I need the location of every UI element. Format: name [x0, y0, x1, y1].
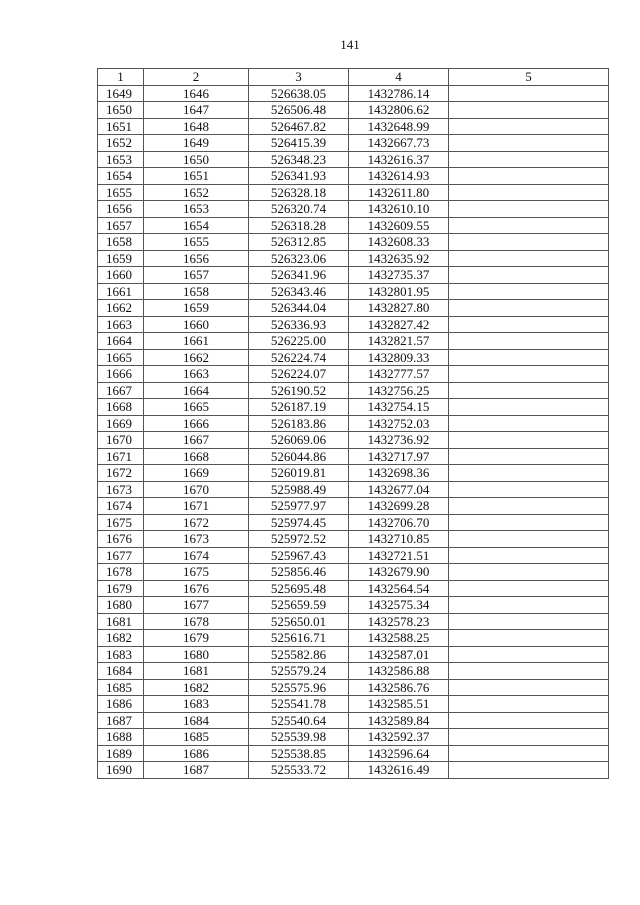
table-cell-col-1: 1674 [98, 498, 144, 515]
table-cell-col-2: 1667 [144, 432, 249, 449]
table-row [98, 465, 609, 482]
table-cell-col-5 [449, 316, 609, 333]
table-cell-col-5 [449, 481, 609, 498]
table-cell-col-4: 1432611.80 [349, 184, 449, 201]
table-row [98, 201, 609, 218]
table-cell-col-1: 1656 [98, 201, 144, 218]
table-cell-col-2: 1681 [144, 663, 249, 680]
table-cell-col-3: 526415.39 [249, 135, 349, 152]
table-cell-col-3: 525533.72 [249, 762, 349, 779]
table-cell-col-1: 1664 [98, 333, 144, 350]
table-cell-col-3: 526019.81 [249, 465, 349, 482]
table-cell-col-2: 1655 [144, 234, 249, 251]
table-row [98, 514, 609, 531]
table-cell-col-2: 1671 [144, 498, 249, 515]
table-row [98, 234, 609, 251]
table-cell-col-2: 1662 [144, 349, 249, 366]
table-row [98, 283, 609, 300]
table-row [98, 630, 609, 647]
table-cell-col-2: 1678 [144, 613, 249, 630]
table-cell-col-1: 1682 [98, 630, 144, 647]
table-cell-col-1: 1670 [98, 432, 144, 449]
table-cell-col-2: 1677 [144, 597, 249, 614]
table-cell-col-2: 1654 [144, 217, 249, 234]
table-cell-col-1: 1660 [98, 267, 144, 284]
table-row [98, 250, 609, 267]
table-cell-col-1: 1669 [98, 415, 144, 432]
table-cell-col-4: 1432587.01 [349, 646, 449, 663]
table-cell-col-1: 1661 [98, 283, 144, 300]
table-cell-col-4: 1432821.57 [349, 333, 449, 350]
table-cell-col-2: 1659 [144, 300, 249, 317]
table-cell-col-4: 1432586.88 [349, 663, 449, 680]
table-cell-col-1: 1650 [98, 102, 144, 119]
page-number: 141 [340, 37, 360, 52]
table-cell-col-4: 1432677.04 [349, 481, 449, 498]
table-cell-col-5 [449, 349, 609, 366]
table-row [98, 712, 609, 729]
table-cell-col-1: 1658 [98, 234, 144, 251]
table-cell-col-4: 1432648.99 [349, 118, 449, 135]
table-cell-col-5 [449, 135, 609, 152]
table-row [98, 745, 609, 762]
table-cell-col-4: 1432806.62 [349, 102, 449, 119]
table-cell-col-1: 1666 [98, 366, 144, 383]
table-cell-col-2: 1673 [144, 531, 249, 548]
table-row [98, 762, 609, 779]
table-row [98, 118, 609, 135]
table-cell-col-5 [449, 399, 609, 416]
table-cell-col-3: 526318.28 [249, 217, 349, 234]
table-cell-col-2: 1679 [144, 630, 249, 647]
table-cell-col-5 [449, 564, 609, 581]
table-row [98, 481, 609, 498]
table-cell-col-2: 1668 [144, 448, 249, 465]
table-cell-col-4: 1432777.57 [349, 366, 449, 383]
table-cell-col-5 [449, 250, 609, 267]
table-cell-col-2: 1670 [144, 481, 249, 498]
table-cell-col-2: 1685 [144, 729, 249, 746]
table-cell-col-2: 1663 [144, 366, 249, 383]
table-row [98, 333, 609, 350]
table-cell-col-3: 526344.04 [249, 300, 349, 317]
table-cell-col-1: 1672 [98, 465, 144, 482]
table-cell-col-3: 526312.85 [249, 234, 349, 251]
table-cell-col-1: 1671 [98, 448, 144, 465]
table-cell-col-1: 1651 [98, 118, 144, 135]
table-cell-col-4: 1432717.97 [349, 448, 449, 465]
table-cell-col-1: 1678 [98, 564, 144, 581]
table-cell-col-4: 1432699.28 [349, 498, 449, 515]
table-row [98, 613, 609, 630]
table-row [98, 399, 609, 416]
table-cell-col-5 [449, 118, 609, 135]
table-cell-col-2: 1649 [144, 135, 249, 152]
table-cell-col-2: 1672 [144, 514, 249, 531]
table-cell-col-2: 1682 [144, 679, 249, 696]
table-cell-col-2: 1648 [144, 118, 249, 135]
table-cell-col-3: 526328.18 [249, 184, 349, 201]
table-cell-col-3: 525659.59 [249, 597, 349, 614]
table-cell-col-4: 1432786.14 [349, 85, 449, 102]
table-cell-col-1: 1662 [98, 300, 144, 317]
table-row [98, 597, 609, 614]
table-row [98, 696, 609, 713]
table-cell-col-1: 1653 [98, 151, 144, 168]
table-cell-col-1: 1689 [98, 745, 144, 762]
table-cell-col-2: 1664 [144, 382, 249, 399]
table-cell-col-5 [449, 712, 609, 729]
table-cell-col-3: 526638.05 [249, 85, 349, 102]
table-cell-col-1: 1649 [98, 85, 144, 102]
table-cell-col-5 [449, 432, 609, 449]
table-cell-col-3: 526467.82 [249, 118, 349, 135]
table-cell-col-4: 1432736.92 [349, 432, 449, 449]
table-cell-col-5 [449, 580, 609, 597]
table-cell-col-3: 526341.96 [249, 267, 349, 284]
table-cell-col-2: 1674 [144, 547, 249, 564]
table-cell-col-3: 526336.93 [249, 316, 349, 333]
table-cell-col-1: 1668 [98, 399, 144, 416]
table-row [98, 366, 609, 383]
table-cell-col-2: 1650 [144, 151, 249, 168]
table-cell-col-2: 1666 [144, 415, 249, 432]
column-header-2: 2 [144, 69, 249, 86]
table-cell-col-1: 1659 [98, 250, 144, 267]
table-cell-col-3: 525972.52 [249, 531, 349, 548]
table-row [98, 663, 609, 680]
table-cell-col-1: 1655 [98, 184, 144, 201]
table-cell-col-1: 1673 [98, 481, 144, 498]
table-cell-col-3: 525575.96 [249, 679, 349, 696]
table-cell-col-4: 1432635.92 [349, 250, 449, 267]
table-cell-col-2: 1661 [144, 333, 249, 350]
table-cell-col-5 [449, 300, 609, 317]
table-cell-col-1: 1687 [98, 712, 144, 729]
table-cell-col-3: 525650.01 [249, 613, 349, 630]
table-cell-col-3: 525967.43 [249, 547, 349, 564]
table-cell-col-4: 1432585.51 [349, 696, 449, 713]
table-cell-col-2: 1684 [144, 712, 249, 729]
table-cell-col-5 [449, 448, 609, 465]
table-row [98, 415, 609, 432]
table-body [98, 85, 609, 778]
table-row [98, 679, 609, 696]
column-header-1: 1 [98, 69, 144, 86]
table-cell-col-4: 1432667.73 [349, 135, 449, 152]
table-cell-col-3: 526183.86 [249, 415, 349, 432]
table-row [98, 547, 609, 564]
column-header-5: 5 [449, 69, 609, 86]
coordinates-table [97, 68, 609, 779]
table-row [98, 135, 609, 152]
table-cell-col-1: 1665 [98, 349, 144, 366]
table-cell-col-4: 1432710.85 [349, 531, 449, 548]
table-cell-col-3: 526069.06 [249, 432, 349, 449]
table-cell-col-3: 526343.46 [249, 283, 349, 300]
table-row [98, 531, 609, 548]
table-cell-col-1: 1680 [98, 597, 144, 614]
table-row [98, 448, 609, 465]
table-cell-col-2: 1680 [144, 646, 249, 663]
table-row [98, 151, 609, 168]
table-cell-col-5 [449, 547, 609, 564]
table-row [98, 184, 609, 201]
table-cell-col-5 [449, 630, 609, 647]
table-cell-col-3: 526341.93 [249, 168, 349, 185]
table-cell-col-1: 1663 [98, 316, 144, 333]
table-cell-col-2: 1651 [144, 168, 249, 185]
table-cell-col-3: 525695.48 [249, 580, 349, 597]
table-cell-col-5 [449, 465, 609, 482]
table-cell-col-4: 1432608.33 [349, 234, 449, 251]
table-cell-col-1: 1690 [98, 762, 144, 779]
table-cell-col-1: 1652 [98, 135, 144, 152]
table-cell-col-3: 526320.74 [249, 201, 349, 218]
table-cell-col-3: 525582.86 [249, 646, 349, 663]
table-cell-col-3: 525977.97 [249, 498, 349, 515]
table-cell-col-5 [449, 85, 609, 102]
table-cell-col-5 [449, 597, 609, 614]
table-cell-col-5 [449, 217, 609, 234]
table-cell-col-2: 1657 [144, 267, 249, 284]
table-cell-col-4: 1432752.03 [349, 415, 449, 432]
table-cell-col-4: 1432735.37 [349, 267, 449, 284]
table-cell-col-3: 526187.19 [249, 399, 349, 416]
table-row [98, 564, 609, 581]
table-cell-col-3: 526225.00 [249, 333, 349, 350]
table-cell-col-1: 1654 [98, 168, 144, 185]
table-header-row [98, 69, 609, 86]
table-row [98, 580, 609, 597]
table-cell-col-3: 526224.07 [249, 366, 349, 383]
table-cell-col-5 [449, 267, 609, 284]
table-cell-col-2: 1646 [144, 85, 249, 102]
table-cell-col-3: 525540.64 [249, 712, 349, 729]
table-cell-col-5 [449, 283, 609, 300]
table-cell-col-2: 1676 [144, 580, 249, 597]
table-cell-col-5 [449, 679, 609, 696]
table-cell-col-3: 526506.48 [249, 102, 349, 119]
table-cell-col-3: 526348.23 [249, 151, 349, 168]
table-cell-col-1: 1688 [98, 729, 144, 746]
table-cell-col-2: 1665 [144, 399, 249, 416]
table-cell-col-5 [449, 531, 609, 548]
table-row [98, 300, 609, 317]
table-cell-col-5 [449, 333, 609, 350]
table-cell-col-4: 1432588.25 [349, 630, 449, 647]
table-cell-col-2: 1660 [144, 316, 249, 333]
table-row [98, 316, 609, 333]
table-cell-col-5 [449, 234, 609, 251]
table-cell-col-4: 1432614.93 [349, 168, 449, 185]
table-cell-col-5 [449, 168, 609, 185]
table-cell-col-3: 525541.78 [249, 696, 349, 713]
table-cell-col-5 [449, 762, 609, 779]
table-cell-col-2: 1687 [144, 762, 249, 779]
table-row [98, 85, 609, 102]
table-cell-col-1: 1667 [98, 382, 144, 399]
table-cell-col-4: 1432801.95 [349, 283, 449, 300]
table-cell-col-5 [449, 382, 609, 399]
table-cell-col-3: 525988.49 [249, 481, 349, 498]
table-cell-col-4: 1432827.80 [349, 300, 449, 317]
table-cell-col-5 [449, 613, 609, 630]
table-cell-col-4: 1432698.36 [349, 465, 449, 482]
table-cell-col-5 [449, 514, 609, 531]
table-row [98, 349, 609, 366]
table-cell-col-1: 1676 [98, 531, 144, 548]
table-cell-col-5 [449, 498, 609, 515]
table-cell-col-4: 1432592.37 [349, 729, 449, 746]
table-cell-col-4: 1432586.76 [349, 679, 449, 696]
table-cell-col-4: 1432589.84 [349, 712, 449, 729]
table-cell-col-1: 1686 [98, 696, 144, 713]
table-cell-col-4: 1432827.42 [349, 316, 449, 333]
table-row [98, 432, 609, 449]
table-cell-col-3: 525579.24 [249, 663, 349, 680]
table-cell-col-5 [449, 415, 609, 432]
table-row [98, 267, 609, 284]
table-cell-col-3: 525974.45 [249, 514, 349, 531]
table-cell-col-3: 525616.71 [249, 630, 349, 647]
table-row [98, 646, 609, 663]
table-cell-col-2: 1683 [144, 696, 249, 713]
table-cell-col-1: 1657 [98, 217, 144, 234]
table-cell-col-2: 1653 [144, 201, 249, 218]
table-cell-col-5 [449, 696, 609, 713]
table-cell-col-1: 1683 [98, 646, 144, 663]
table-cell-col-4: 1432679.90 [349, 564, 449, 581]
table-cell-col-5 [449, 184, 609, 201]
table-cell-col-5 [449, 646, 609, 663]
table-cell-col-5 [449, 366, 609, 383]
table-cell-col-1: 1679 [98, 580, 144, 597]
table-cell-col-5 [449, 201, 609, 218]
table-cell-col-4: 1432809.33 [349, 349, 449, 366]
table-cell-col-4: 1432575.34 [349, 597, 449, 614]
table-cell-col-4: 1432616.37 [349, 151, 449, 168]
table-cell-col-2: 1647 [144, 102, 249, 119]
table-cell-col-4: 1432706.70 [349, 514, 449, 531]
table-row [98, 729, 609, 746]
table-cell-col-2: 1686 [144, 745, 249, 762]
table-cell-col-1: 1681 [98, 613, 144, 630]
table-cell-col-4: 1432596.64 [349, 745, 449, 762]
table-cell-col-3: 526224.74 [249, 349, 349, 366]
table-row [98, 498, 609, 515]
table-cell-col-1: 1685 [98, 679, 144, 696]
table-row [98, 102, 609, 119]
table-cell-col-3: 525538.85 [249, 745, 349, 762]
table-cell-col-2: 1656 [144, 250, 249, 267]
table-cell-col-4: 1432578.23 [349, 613, 449, 630]
table-cell-col-3: 526044.86 [249, 448, 349, 465]
table-cell-col-2: 1658 [144, 283, 249, 300]
table-cell-col-3: 525856.46 [249, 564, 349, 581]
table-cell-col-5 [449, 102, 609, 119]
table-row [98, 168, 609, 185]
table-row [98, 217, 609, 234]
table-cell-col-1: 1684 [98, 663, 144, 680]
column-header-3: 3 [249, 69, 349, 86]
table-cell-col-5 [449, 729, 609, 746]
table-cell-col-1: 1677 [98, 547, 144, 564]
table-cell-col-5 [449, 745, 609, 762]
table-cell-col-4: 1432756.25 [349, 382, 449, 399]
column-header-4: 4 [349, 69, 449, 86]
table-cell-col-3: 525539.98 [249, 729, 349, 746]
table-cell-col-4: 1432616.49 [349, 762, 449, 779]
table-cell-col-4: 1432610.10 [349, 201, 449, 218]
table-cell-col-3: 526323.06 [249, 250, 349, 267]
table-cell-col-4: 1432721.51 [349, 547, 449, 564]
table-cell-col-2: 1652 [144, 184, 249, 201]
table-cell-col-5 [449, 151, 609, 168]
table-cell-col-2: 1675 [144, 564, 249, 581]
table-cell-col-4: 1432754.15 [349, 399, 449, 416]
table-cell-col-4: 1432609.55 [349, 217, 449, 234]
table-cell-col-5 [449, 663, 609, 680]
table-cell-col-2: 1669 [144, 465, 249, 482]
table-row [98, 382, 609, 399]
table-cell-col-1: 1675 [98, 514, 144, 531]
table-cell-col-3: 526190.52 [249, 382, 349, 399]
table-cell-col-4: 1432564.54 [349, 580, 449, 597]
